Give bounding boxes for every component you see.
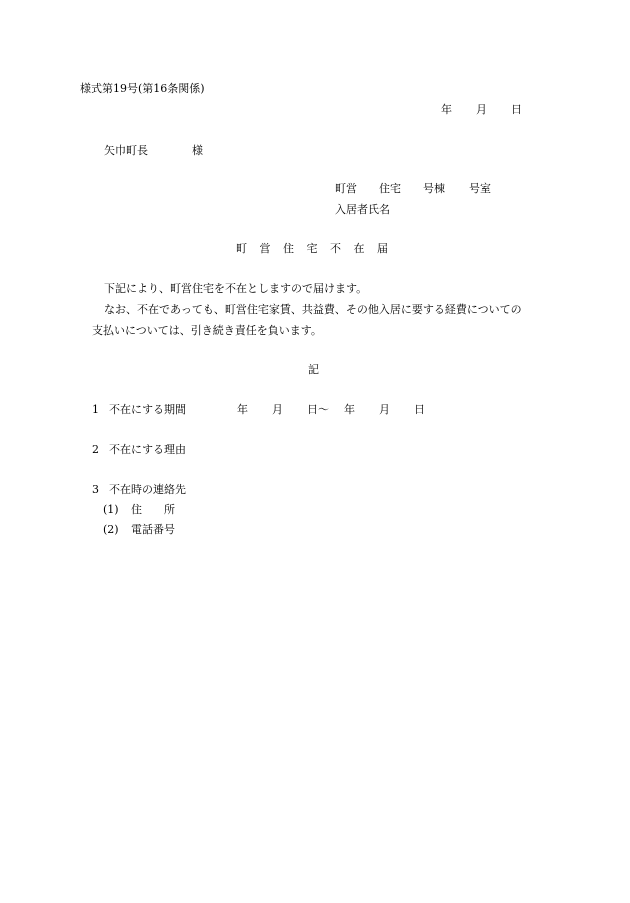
- resident-name-label: 入居者氏名: [335, 203, 390, 216]
- date-line: [441, 103, 522, 116]
- contact-phone-number: (2): [103, 523, 119, 536]
- period-month-2: 月: [379, 403, 390, 416]
- addressee-honorific: 様: [192, 144, 203, 157]
- period-year: 年: [237, 403, 248, 416]
- housing-room: 号室: [469, 182, 491, 195]
- period-year-2: 年: [344, 403, 355, 416]
- contact-phone-label: 電話番号: [131, 523, 175, 536]
- body-line-2: なお、不在であっても、町営住宅家賃、共益費、その他入居に要する経費についての: [104, 303, 522, 316]
- contact-address-label-b: 所: [164, 503, 175, 516]
- housing-line: [335, 182, 491, 195]
- item-absence-reason: [92, 443, 186, 456]
- item-2-label: 不在にする理由: [109, 443, 186, 456]
- addressee: [104, 144, 203, 157]
- date-month: 月: [476, 103, 487, 116]
- item-1-number: 1: [92, 403, 99, 416]
- period-day-from: 日〜: [307, 403, 329, 416]
- body-line-3: 支払いについては、引き続き責任を負います。: [92, 324, 322, 337]
- item-3-label: 不在時の連絡先: [109, 483, 186, 496]
- document-title: 町営住宅不在届: [236, 242, 401, 255]
- item-absence-period: [92, 403, 425, 416]
- contact-address: [103, 503, 175, 516]
- addressee-name: 矢巾町長: [104, 144, 148, 157]
- form-number: 様式第19号(第16条関係): [80, 82, 205, 95]
- date-year: 年: [441, 103, 452, 116]
- item-3-number: 3: [92, 483, 99, 496]
- ki-heading: 記: [308, 363, 319, 376]
- period-month: 月: [272, 403, 283, 416]
- contact-address-number: (1): [103, 503, 119, 516]
- item-contact: [92, 483, 186, 496]
- item-1-label: 不在にする期間: [109, 403, 186, 416]
- period-day-2: 日: [414, 403, 425, 416]
- housing-town: 町営: [335, 182, 357, 195]
- housing-building: 号棟: [423, 182, 445, 195]
- contact-phone: [103, 523, 175, 536]
- item-2-number: 2: [92, 443, 99, 456]
- body-line-1: 下記により、町営住宅を不在としますので届けます。: [104, 282, 368, 295]
- contact-address-label-a: 住: [131, 503, 142, 516]
- housing-jutaku: 住宅: [379, 182, 401, 195]
- date-day: 日: [511, 103, 522, 116]
